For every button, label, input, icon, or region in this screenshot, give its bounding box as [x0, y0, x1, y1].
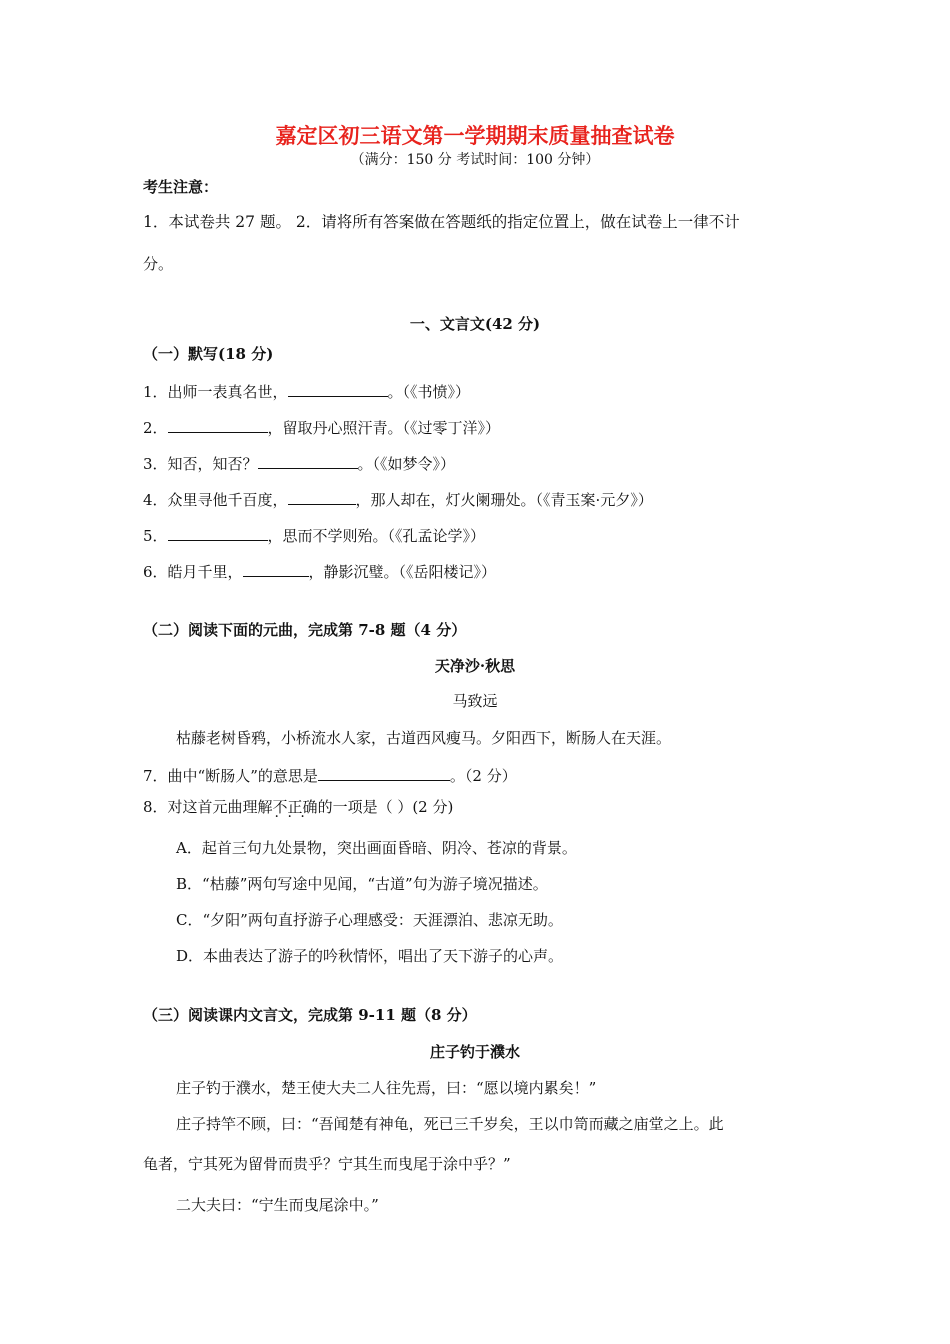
option-c: C．“夕阳”两句直抒游子心理感受：天涯漂泊、悲凉无助。 [176, 911, 563, 929]
question-6 [143, 562, 496, 580]
part-2-heading: （二）阅读下面的元曲，完成第 7-8 题（4 分） [143, 621, 467, 639]
question-8-emphasis: 不正确 · · · [273, 798, 318, 816]
question-4-pre: 4．众里寻他千百度， [143, 491, 288, 509]
answer-blank-4 [288, 490, 356, 505]
poem-author: 马致远 [452, 692, 498, 710]
part-1-heading: （一）默写(18 分) [143, 345, 274, 363]
question-2-pre: 2． [143, 419, 168, 437]
notice-line-2: 分。 [143, 255, 174, 273]
section-1-heading: 一、文言文(42 分) [409, 315, 541, 333]
question-5-post: ，思而不学则殆。（《孔孟论学》） [267, 527, 486, 545]
answer-blank-5 [168, 526, 268, 541]
question-8 [143, 800, 453, 815]
question-5-pre: 5． [143, 527, 168, 545]
answer-blank-2 [168, 418, 268, 433]
question-2 [143, 418, 500, 436]
poem-title: 天净沙·秋思 [434, 657, 516, 675]
question-8-pre: 8．对这首元曲理解 [143, 798, 273, 816]
answer-blank-3 [258, 454, 358, 469]
question-4 [143, 490, 653, 508]
question-1-pre: 1．出师一表真名世， [143, 383, 288, 401]
text-title: 庄子钓于濮水 [429, 1043, 520, 1061]
passage-para-2-line-1: 庄子持竿不顾，曰：“吾闻楚有神龟，死已三千岁矣，王以巾笥而藏之庙堂之上。此 [176, 1115, 724, 1133]
poem-text: 枯藤老树昏鸦，小桥流水人家，古道西风瘦马。夕阳西下，断肠人在天涯。 [176, 729, 672, 747]
question-2-post: ，留取丹心照汗青。（《过零丁洋》） [267, 419, 501, 437]
question-3-pre: 3．知否，知否？ [143, 455, 258, 473]
question-8-post: 的一项是（ ）(2 分) [317, 798, 454, 816]
passage-para-2-line-2: 龟者，宁其死为留骨而贵乎？宁其生而曳尾于涂中乎？” [143, 1155, 511, 1173]
exam-title: 嘉定区初三语文第一学期期末质量抽查试卷 [275, 124, 675, 148]
question-4-post: ，那人却在，灯火阑珊处。（《青玉案·元夕》） [355, 491, 653, 509]
answer-blank-7 [318, 766, 450, 781]
notice-heading: 考生注意： [143, 178, 219, 196]
answer-blank-1 [288, 382, 388, 397]
question-7-post: 。（2 分） [449, 767, 517, 785]
question-3 [143, 454, 455, 472]
question-7-pre: 7．曲中“断肠人”的意思是 [143, 767, 318, 785]
question-1 [143, 382, 470, 400]
part-3-heading: （三）阅读课内文言文，完成第 9-11 题（8 分） [143, 1006, 477, 1024]
option-d: D．本曲表达了游子的吟秋情怀，唱出了天下游子的心声。 [176, 947, 564, 965]
answer-blank-6 [243, 562, 309, 577]
option-a: A．起首三句九处景物，突出画面昏暗、阴冷、苍凉的背景。 [176, 839, 577, 857]
question-7 [143, 766, 517, 784]
option-b: B．“枯藤”两句写途中见闻，“古道”句为游子境况描述。 [176, 875, 548, 893]
passage-para-3: 二大夫曰：“宁生而曳尾涂中。” [176, 1196, 379, 1214]
question-6-post: ，静影沉璧。（《岳阳楼记》） [308, 563, 497, 581]
question-5 [143, 526, 485, 544]
notice-line-1: 1．本试卷共 27 题。 2．请将所有答案做在答题纸的指定位置上，做在试卷上一律不计 [143, 213, 740, 231]
question-6-pre: 6．皓月千里， [143, 563, 243, 581]
exam-subtitle: （满分：150 分 考试时间：100 分钟） [350, 152, 600, 168]
question-3-post: 。（《如梦令》） [357, 455, 456, 473]
passage-para-1: 庄子钓于濮水，楚王使大夫二人往先焉，曰：“愿以境内累矣！” [176, 1079, 597, 1097]
question-1-post: 。（《书愤》） [387, 383, 471, 401]
